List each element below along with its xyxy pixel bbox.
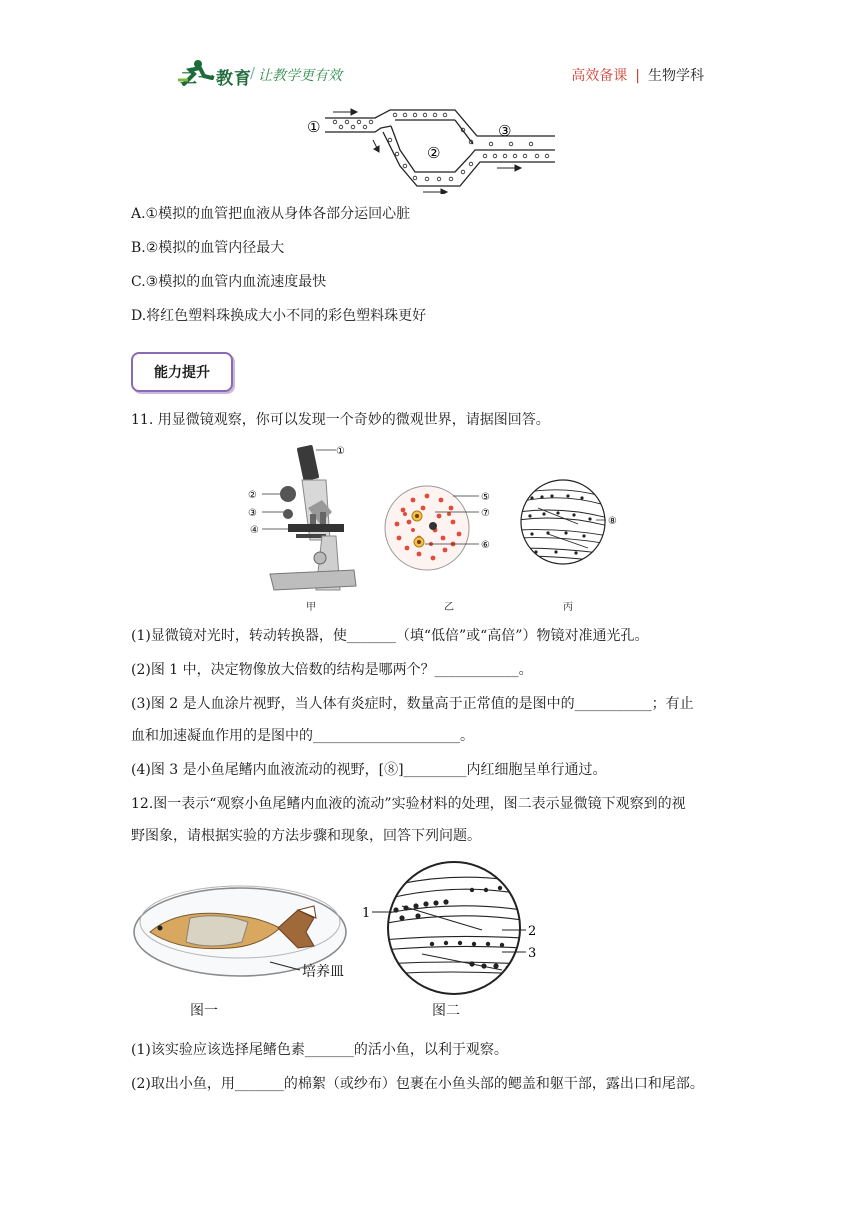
- header-sep: |: [635, 68, 640, 84]
- fish-dish-figure: [130, 876, 360, 986]
- vessel-label-1: ①: [307, 118, 321, 136]
- vessel-model-diagram: [305, 106, 555, 194]
- q11-stem: 11. 用显微镜观察，你可以发现一个奇妙的微观世界，请据图回答。: [131, 412, 550, 428]
- header-label-b: 生物学科: [648, 68, 704, 84]
- option-a: A.①模拟的血管把血液从身体各部分运回心脏: [131, 206, 411, 222]
- option-d: D.将红色塑料珠换成大小不同的彩色塑料珠更好: [131, 308, 427, 324]
- q12-stem-a: 12.图一表示“观察小鱼尾鳍内血液的流动”实验材料的处理，图二表示显微镜下观察到的视: [131, 796, 686, 812]
- fin-label-8: ⑧: [608, 516, 617, 527]
- q12-stem-b: 野图象，请根据实验的方法步骤和现象，回答下列问题。: [131, 828, 481, 844]
- q12-sub2: (2)取出小鱼，用_______的棉絮（或纱布）包裹在小鱼头部的鳃盖和躯干部，露出口和尾部。: [131, 1076, 704, 1092]
- logo-text: 二一教育: [180, 69, 252, 89]
- q11-sub3a: (3)图 2 是人血涂片视野，当人体有炎症时，数量高于正常值的是图中的___________；有止: [131, 696, 694, 712]
- microscope-label-2: ②: [248, 490, 257, 501]
- section-title: 能力提升: [131, 352, 233, 392]
- option-b: B.②模拟的血管内径最大: [131, 240, 285, 256]
- dish-label: 培养皿: [302, 964, 344, 980]
- header-subject: [571, 65, 704, 85]
- fig2-label-3: 3: [528, 946, 537, 961]
- header-label-a: 高效备课: [571, 68, 628, 84]
- blood-label-7: ⑦: [481, 508, 490, 519]
- microscope-label-3: ③: [248, 508, 257, 519]
- microscope-label-4: ④: [250, 525, 259, 536]
- header-divider: /: [250, 64, 256, 82]
- vessel-label-3: ③: [498, 122, 512, 140]
- vessels-micro-figure: [362, 860, 542, 1000]
- microscope-label-1: ①: [336, 446, 345, 457]
- q11-sub3b: 血和加速凝血作用的是图中的_____________________。: [131, 728, 474, 744]
- blood-label-6: ⑥: [481, 540, 490, 551]
- fig2-caption: 图二: [432, 1003, 460, 1019]
- caption-yi: 乙: [444, 602, 454, 613]
- q11-sub1: (1)显微镜对光时，转动转换器，使_______（填“低倍”或“高倍”）物镜对准通光孔。: [131, 628, 649, 644]
- caption-bing: 丙: [563, 602, 573, 613]
- fin-vessels-figure: [518, 478, 628, 568]
- blood-smear-figure: [383, 484, 503, 574]
- fig2-label-1: 1: [362, 906, 371, 921]
- caption-jia: 甲: [306, 602, 316, 613]
- microscope-figure: [240, 440, 360, 610]
- q11-sub4: (4)图 3 是小鱼尾鳍内血液流动的视野，[⑧]_________内红细胞呈单行通过。: [131, 762, 607, 778]
- vessel-label-2: ②: [427, 144, 441, 162]
- fig2-label-2: 2: [528, 924, 537, 939]
- header-slogan: 让教学更有效: [258, 68, 342, 84]
- blood-label-5: ⑤: [481, 492, 490, 503]
- option-c: C.③模拟的血管内血流速度最快: [131, 274, 327, 290]
- q12-sub1: (1)该实验应该选择尾鳍色素_______的活小鱼，以利于观察。: [131, 1042, 508, 1058]
- q11-sub2: (2)图 1 中，决定物像放大倍数的结构是哪两个？____________。: [131, 662, 533, 678]
- fig1-caption: 图一: [190, 1003, 218, 1019]
